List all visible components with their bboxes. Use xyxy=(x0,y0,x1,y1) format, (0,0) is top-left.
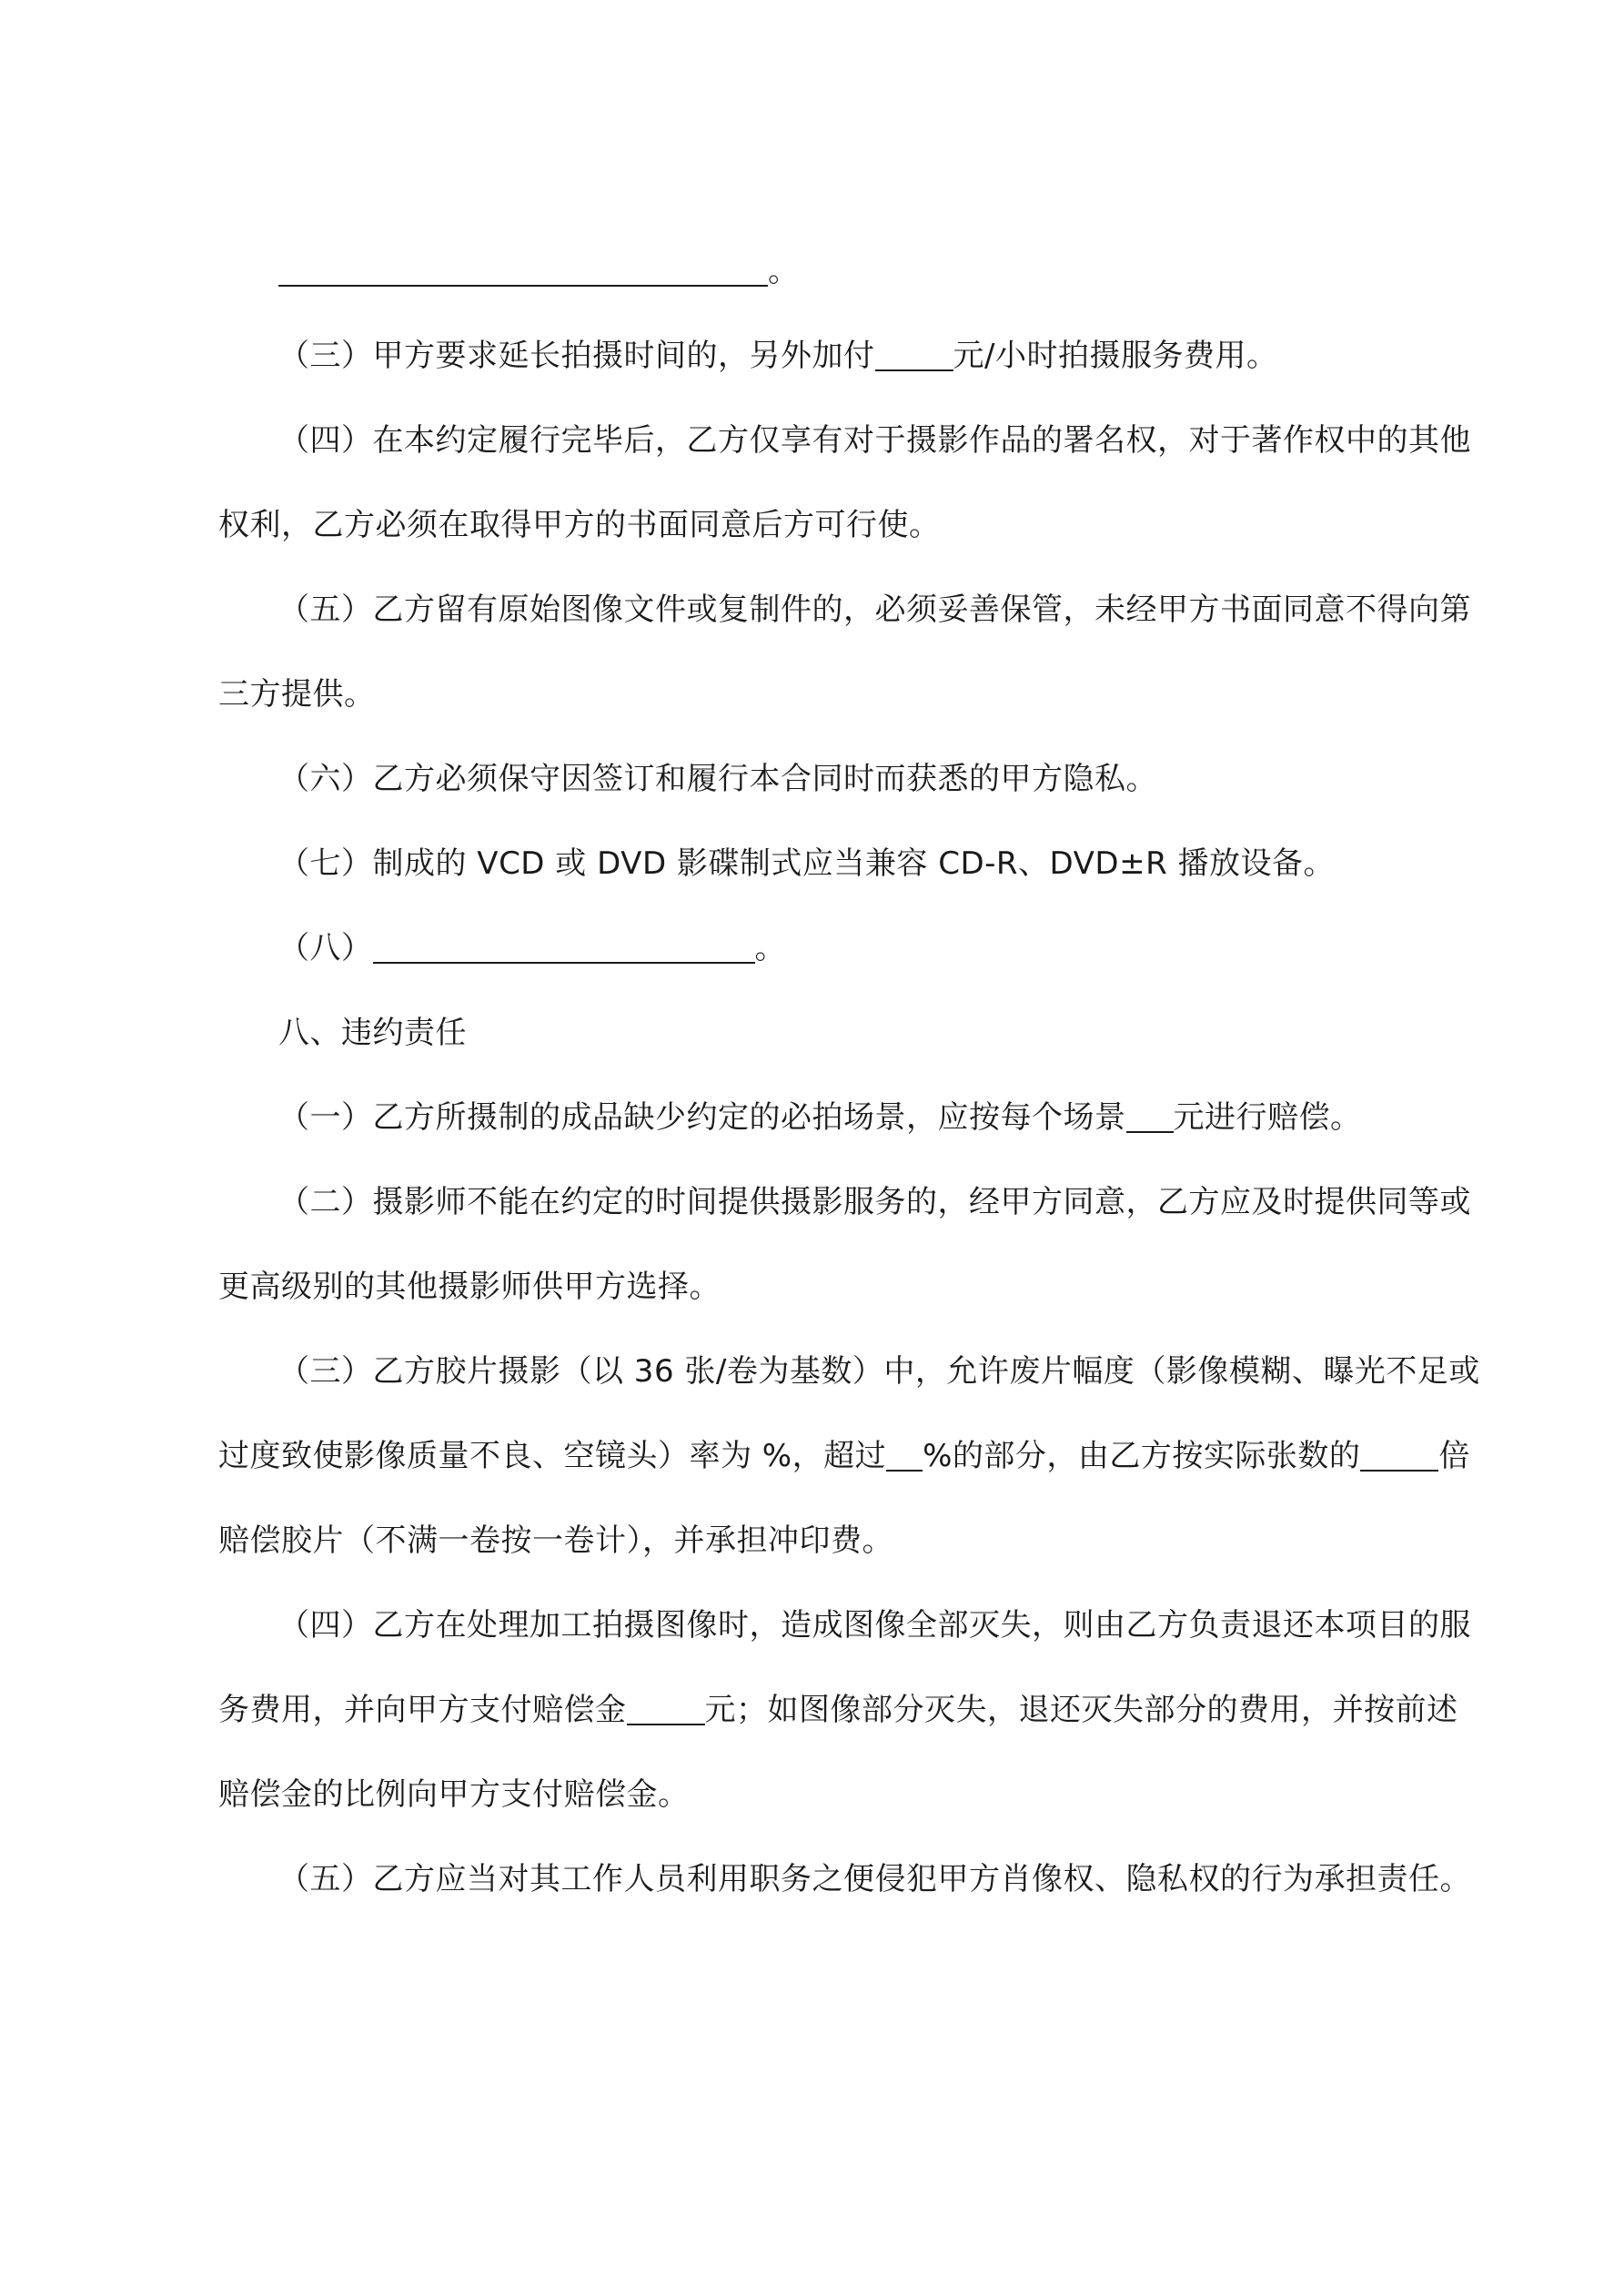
clause-line: （六）乙方必须保守因签订和履行本合同时而获悉的甲方隐私。 xyxy=(278,761,1157,797)
fill-in-blank xyxy=(627,1693,705,1725)
line-text: 元；如图像部分灭失，退还灭失部分的费用，并按前述 xyxy=(704,1692,1458,1728)
clause-line: （五）乙方应当对其工作人员利用职务之便侵犯甲方肖像权、隐私权的行为承担责任。 xyxy=(278,1861,1471,1897)
line-text: （八） xyxy=(278,930,373,966)
clause-line xyxy=(218,1668,1458,1753)
line-text: 。 xyxy=(768,253,800,289)
line-text: %的部分，由乙方按实际张数的 xyxy=(923,1438,1361,1474)
clause-line: 更高级别的其他摄影师供甲方选择。 xyxy=(218,1269,721,1305)
clause-line: （五）乙方留有原始图像文件或复制件的，必须妥善保管，未经甲方书面同意不得向第 xyxy=(278,592,1471,628)
line-text: （一）乙方所摄制的成品缺少约定的必拍场景，应按每个场景 xyxy=(278,1099,1126,1136)
clause-line: （四）乙方在处理加工拍摄图像时，造成图像全部灭失，则由乙方负责退还本项目的服 xyxy=(278,1607,1471,1644)
clause-line: （七）制成的 VCD 或 DVD 影碟制式应当兼容 CD-R、DVD±R 播放设备。 xyxy=(278,845,1335,882)
clause-line: （二）摄影师不能在约定的时间提供摄影服务的，经甲方同意，乙方应及时提供同等或 xyxy=(278,1184,1471,1220)
fill-in-blank xyxy=(1360,1439,1438,1472)
line-text: 务费用，并向甲方支付赔偿金 xyxy=(218,1692,627,1728)
clause-line xyxy=(218,1076,1419,1160)
clause-line xyxy=(218,1414,1470,1499)
fill-in-blank xyxy=(1126,1100,1174,1133)
clause-line xyxy=(218,906,1419,991)
line-text: 过度致使影像质量不良、空镜头）率为 %，超过 xyxy=(218,1438,887,1474)
clause-line: （三）乙方胶片摄影（以 36 张/卷为基数）中，允许废片幅度（影像模糊、曝光不足或 xyxy=(278,1353,1480,1390)
fill-in-blank xyxy=(373,931,755,964)
section-heading: 八、违约责任 xyxy=(278,1015,467,1051)
clause-line xyxy=(218,229,1419,314)
clause-line: 权利，乙方必须在取得甲方的书面同意后方可行使。 xyxy=(218,507,941,543)
document-body xyxy=(218,229,1480,1922)
fill-in-blank xyxy=(886,1439,923,1472)
fill-in-blank xyxy=(278,254,768,287)
clause-line: 赔偿胶片（不满一卷按一卷计），并承担冲印费。 xyxy=(218,1522,893,1559)
line-text: 元进行赔偿。 xyxy=(1173,1099,1362,1136)
line-text: 元/小时拍摄服务费用。 xyxy=(953,338,1278,374)
line-text: 倍 xyxy=(1438,1438,1470,1474)
clause-line: 赔偿金的比例向甲方支付赔偿金。 xyxy=(218,1776,690,1813)
line-text: （三）甲方要求延长拍摄时间的，另外加付 xyxy=(278,338,875,374)
clause-line xyxy=(218,314,1419,399)
fill-in-blank xyxy=(875,339,953,371)
line-text: 。 xyxy=(754,930,786,966)
clause-line: 三方提供。 xyxy=(218,676,376,713)
clause-line: （四）在本约定履行完毕后，乙方仅享有对于摄影作品的署名权，对于著作权中的其他 xyxy=(278,422,1471,459)
